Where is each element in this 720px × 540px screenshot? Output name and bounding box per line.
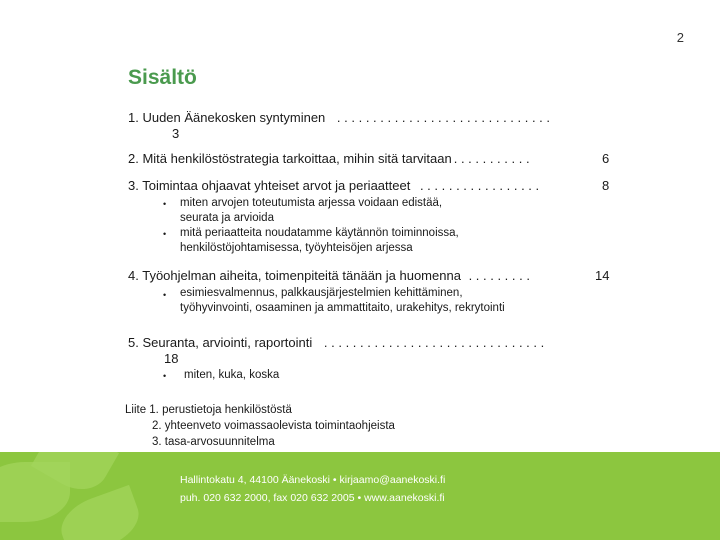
- toc-item-2-leader: . . . . . . . . . . .: [453, 151, 530, 166]
- page-title: Sisältö: [128, 66, 197, 89]
- page-number: 2: [676, 30, 684, 45]
- toc-item-5-bullet-1: miten, kuka, koska: [184, 369, 280, 381]
- footer-band: [0, 452, 720, 540]
- toc-item-3-text: 3. Toimintaa ohjaavat yhteiset arvot ja periaatteet: [128, 178, 411, 193]
- toc-item-3-bullet-1: [180, 196, 442, 226]
- appendix-title: Liite 1. perustietoja henkilöstöstä: [125, 404, 292, 416]
- toc-item-3: [128, 178, 539, 193]
- footer-address: Hallintokatu 4, 44100 Äänekoski • kirjaamo@aanekoski.fi: [180, 474, 446, 486]
- toc-item-5-text: 5. Seuranta, arviointi, raportointi: [128, 335, 313, 350]
- appendix-item: 2. yhteenveto voimassaolevista toimintaohjeista: [152, 420, 395, 432]
- toc-item-4-page: 14: [595, 268, 610, 283]
- bullet-line: työhyvinvointi, osaaminen ja ammattitaito, urakehitys, rekrytointi: [180, 302, 505, 314]
- toc-item-5-leader: . . . . . . . . . . . . . . . . . . . . . . . . . . . . . . .: [323, 335, 545, 350]
- toc-item-5: [128, 335, 544, 350]
- toc-item-1-text: 1. Uuden Äänekosken syntyminen: [128, 110, 326, 125]
- appendix-item: 3. tasa-arvosuunnitelma: [152, 436, 275, 448]
- toc-item-5-page: 18: [164, 351, 179, 366]
- toc-item-1-page: 3: [172, 126, 180, 141]
- toc-item-3-page: 8: [602, 178, 610, 193]
- toc-item-3-bullet-2: [180, 226, 459, 256]
- bullet-line: seurata ja arvioida: [180, 212, 274, 224]
- toc-item-4-bullet-1: [180, 286, 505, 316]
- toc-item-2-page: 6: [602, 151, 610, 166]
- footer-contact: puh. 020 632 2000, fax 020 632 2005 • www.aanekoski.fi: [180, 492, 445, 504]
- bullet-line: miten arvojen toteutumista arjessa voidaan edistää,: [180, 197, 443, 209]
- toc-item-3-leader: . . . . . . . . . . . . . . . . .: [419, 178, 540, 193]
- toc-item-2-text: 2. Mitä henkilöstöstrategia tarkoittaa, mihin sitä tarvitaan: [128, 151, 452, 166]
- bullet-marker: •: [163, 199, 167, 209]
- bullet-marker: •: [163, 290, 167, 300]
- toc-item-4: [128, 268, 530, 283]
- bullet-line: mitä periaatteita noudatamme käytännön toiminnoissa,: [180, 227, 459, 239]
- toc-item-4-leader: . . . . . . . . .: [468, 268, 530, 283]
- toc-item-1-leader: . . . . . . . . . . . . . . . . . . . . . . . . . . . . . .: [336, 110, 551, 125]
- bullet-marker: •: [163, 371, 167, 381]
- bullet-marker: •: [163, 229, 167, 239]
- toc-item-2: [128, 151, 530, 166]
- toc-item-4-text: 4. Työohjelman aiheita, toimenpiteitä tänään ja huomenna: [128, 268, 461, 283]
- toc-item-1: [128, 110, 550, 125]
- bullet-line: esimiesvalmennus, palkkausjärjestelmien kehittäminen,: [180, 287, 463, 299]
- bullet-line: henkilöstöjohtamisessa, työyhteisöjen arjessa: [180, 242, 413, 254]
